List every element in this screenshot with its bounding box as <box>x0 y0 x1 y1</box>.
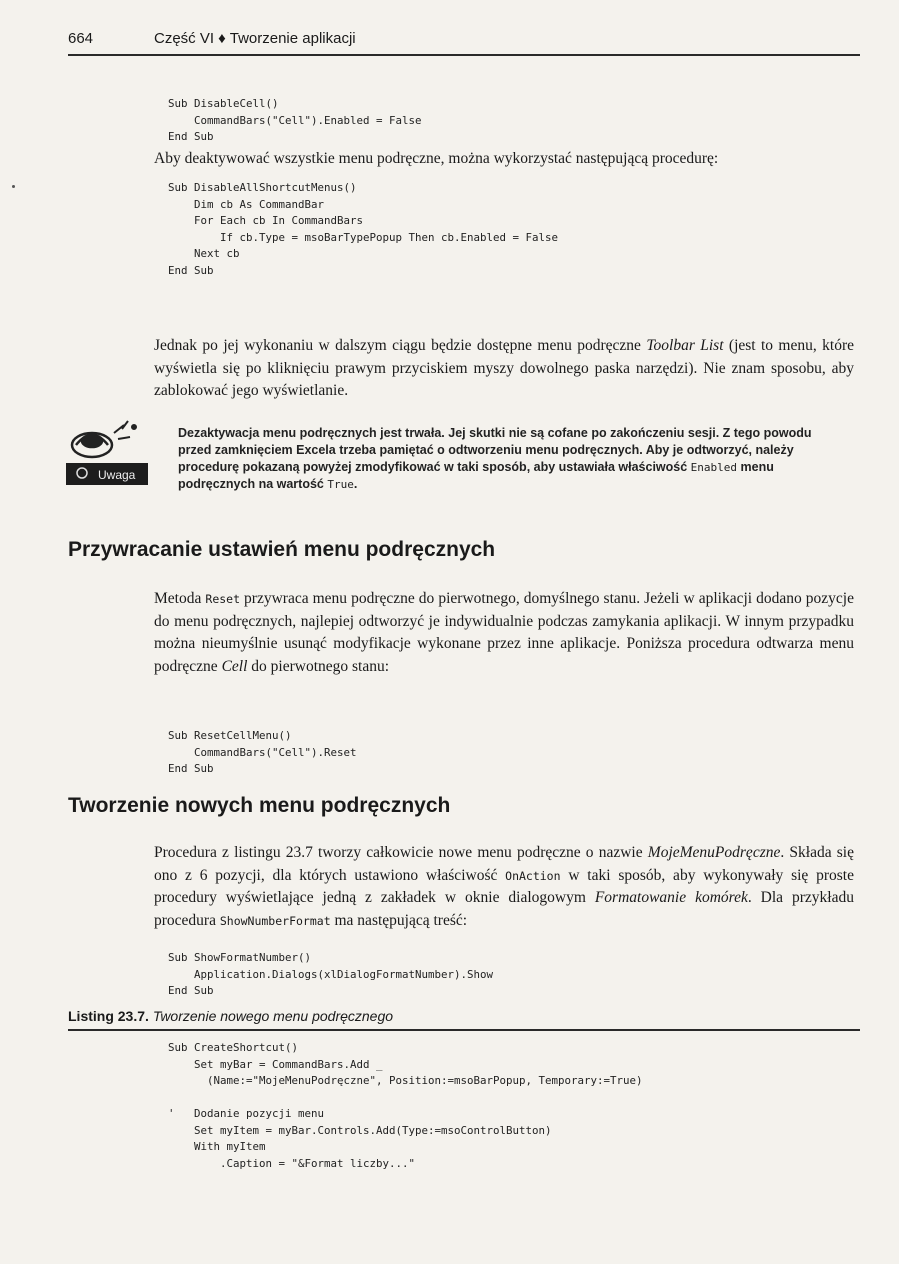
paragraph-intro: Aby deaktywować wszystkie menu podręczne, można wykorzystać następującą procedurę: <box>154 150 719 167</box>
code-line: End Sub <box>168 762 214 775</box>
text: . <box>353 477 358 492</box>
paragraph-new-menu <box>154 842 854 932</box>
code-line: Sub ShowFormatNumber() <box>168 951 312 964</box>
code-line: With myItem <box>168 1140 266 1153</box>
text: (jest to menu, które wyświetla się po kliknięciu prawym przyciskiem myszy dowolnego paska narzędzi). Nie znam sposobu, aby zablokować jego wyświetlanie. <box>154 337 854 399</box>
code-block-disable-cell <box>168 96 422 146</box>
cell-term: Cell <box>221 657 248 675</box>
code-line: Next cb <box>168 247 240 260</box>
code-line: Application.Dialogs(xlDialogFormatNumber).Show <box>168 967 494 981</box>
dialog-name-term: Formatowanie komórek <box>594 889 748 906</box>
listing-rule <box>68 1029 860 1031</box>
code-block-show-format <box>168 950 493 1000</box>
text: . Dla przykładu procedura <box>154 889 854 929</box>
text: Dezaktywacja menu podręcznych jest trwała. Jej skutki nie są cofane po zakończeniu sesji. Z tego powodu przed zamknięciem Excela trzeba pamiętać o odtworzeniu menu podręcznych. Aby je odtworzyć, należy procedurę pokazaną powyżej zmodyfikować w taki sposób, aby ustawiała właściwość <box>178 426 812 474</box>
code-line: Sub DisableCell() <box>168 97 279 110</box>
code-block-disable-all <box>168 180 558 279</box>
listing-caption <box>68 1008 393 1024</box>
paragraph-reset <box>154 588 854 678</box>
code-block-listing <box>168 1040 643 1172</box>
page-header <box>68 30 858 56</box>
code-term: OnAction <box>505 868 561 883</box>
text: do pierwotnego stanu: <box>247 657 390 675</box>
text: . Składa się ono z 6 pozycji, dla których ustawiono właściwość <box>154 844 854 884</box>
note-text <box>178 425 848 494</box>
code-block-reset <box>168 728 357 778</box>
code-line <box>168 1090 643 1107</box>
note-bell-icon <box>64 415 156 493</box>
code-line: Dim cb As CommandBar <box>168 197 325 211</box>
listing-title: Tworzenie nowego menu podręcznego <box>152 1008 394 1024</box>
part-title: Część VI ♦ Tworzenie aplikacji <box>154 30 356 47</box>
page-number: 664 <box>68 30 94 47</box>
code-term: True <box>327 478 354 492</box>
code-line: CommandBars("Cell").Enabled = False <box>168 113 422 127</box>
code-line: Set myBar = CommandBars.Add _ <box>168 1057 383 1071</box>
code-line: End Sub <box>168 130 214 143</box>
text: przywraca menu podręczne do pierwotnego, domyślnego stanu. Jeżeli w aplikacji dodano pozycje do menu podręcznych, najlepiej odtworzyć je indywidualnie podczas zamykania aplikacji. W innym przypadku można nieumyślnie usunąć modyfikacje wykonane przez inne aplikacje. Poniższa procedura odtwarza menu podręczne <box>154 590 854 675</box>
code-line: End Sub <box>168 263 214 277</box>
text: menu podręcznych na wartość <box>178 459 774 492</box>
code-line: Sub ResetCellMenu() <box>168 729 292 742</box>
code-line: If cb.Type = msoBarTypePopup Then cb.Enabled = False <box>168 230 559 244</box>
code-line: ' Dodanie pozycji menu <box>168 1107 325 1120</box>
code-term: Enabled <box>690 460 738 474</box>
code-line: For Each cb In CommandBars <box>168 214 364 227</box>
code-line: Sub CreateShortcut() <box>168 1041 299 1054</box>
section-heading: Tworzenie nowych menu podręcznych <box>68 794 451 817</box>
code-line: End Sub <box>168 984 214 997</box>
code-line: Set myItem = myBar.Controls.Add(Type:=msoControlButton) <box>168 1123 552 1137</box>
text: ma następującą treść: <box>330 911 468 929</box>
text: Jednak po jej wykonaniu w dalszym ciągu będzie dostępne menu podręczne <box>154 337 647 354</box>
section-heading: Przywracanie ustawień menu podręcznych <box>68 538 496 561</box>
code-line: .Caption = "&Format liczby..." <box>168 1156 416 1170</box>
code-term: ShowNumberFormat <box>219 913 331 928</box>
text: Metoda <box>154 590 206 607</box>
paragraph-toolbar-list <box>154 335 854 403</box>
code-term: Reset <box>205 592 241 606</box>
text: w taki sposób, aby wykonywały się proste procedury wyświetlające jedną z zakładek w oknie dialogowym <box>154 866 854 906</box>
code-line: Sub DisableAllShortcutMenus() <box>168 181 357 194</box>
listing-number: Listing 23.7. <box>68 1008 149 1024</box>
speck <box>12 185 15 188</box>
toolbar-list-term: Toolbar List <box>646 337 724 354</box>
header-rule <box>68 54 860 56</box>
code-line: (Name:="MojeMenuPodręczne", Position:=msoBarPopup, Temporary:=True) <box>168 1074 643 1087</box>
note-icon-label: Uwaga <box>98 468 136 482</box>
text: Procedura z listingu 23.7 tworzy całkowicie nowe menu podręczne o nazwie <box>154 844 648 861</box>
menu-name-term: MojeMenuPodręczne <box>647 844 781 861</box>
code-line: CommandBars("Cell").Reset <box>168 745 357 759</box>
